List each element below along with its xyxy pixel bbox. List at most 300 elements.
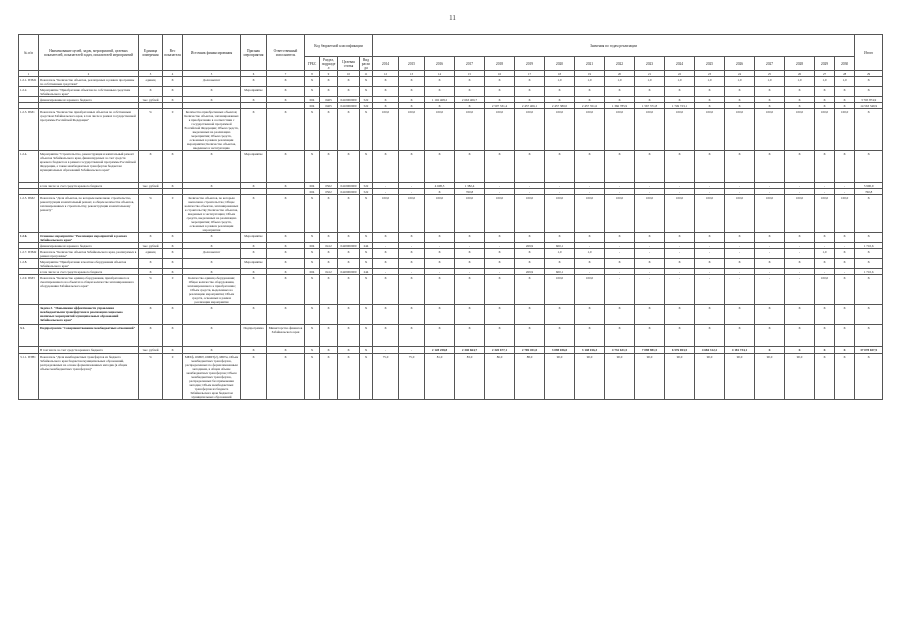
row-unit: % (139, 195, 163, 233)
row-sign: X (241, 269, 267, 275)
row-year-value: X (485, 233, 515, 243)
row-year-value: X (725, 259, 755, 269)
row-year-value: - (755, 183, 785, 189)
row-code-type: X (360, 347, 373, 354)
row-code-type: X (360, 259, 373, 269)
row-source: МБТф, ОМБТ, ОМБТ(2), МБТн, Объем межбюджетных трансфертов, распределенных по формализованным методикам, в общем объеме межбюджетных трансфертов; Объем межбюджетных трансфертов, распределенных без применения методик; Объем межбюджетных трансфертов из бюджета Забайкальского края бюджетам муниципальных образований (183, 354, 241, 400)
row-year-value: - (725, 183, 755, 189)
row-year-value: X (725, 233, 755, 243)
row-year-value: 90,0 (725, 354, 755, 400)
header-year: 2024 (665, 57, 695, 71)
row-year-value: X (635, 305, 665, 325)
row-year-value: X (455, 275, 485, 305)
row-year-value: 100,0 (399, 195, 425, 233)
row-num: 1.2.2. (19, 87, 39, 97)
row-year-value: X (785, 259, 815, 269)
row-year-value: 100,0 (515, 195, 545, 233)
row-responsible: X (267, 109, 305, 151)
header-responsible: Ответственный исполнитель (267, 35, 305, 71)
row-year-value: - (425, 269, 455, 275)
row-year-value: - (485, 189, 515, 195)
column-number: 29 (855, 71, 883, 77)
row-year-value: 1,0 (755, 77, 785, 87)
row-year-value: 2 507 331,4 (485, 103, 515, 109)
row-responsible: X (267, 87, 305, 97)
row-year-value: X (399, 151, 425, 183)
row-code-grbs: X (305, 325, 320, 347)
row-year-value: X (665, 233, 695, 243)
row-year-value: X (399, 325, 425, 347)
row-code-grbs: 004 (305, 189, 320, 195)
row-year-value: X (515, 305, 545, 325)
row-year-value: X (665, 305, 695, 325)
row-code-section: X (320, 259, 338, 269)
row-year-value: X (755, 87, 785, 97)
row-code-article: X (338, 275, 360, 305)
row-responsible: X (267, 347, 305, 354)
row-year-value: X (665, 97, 695, 103)
row-year-value: - (545, 183, 575, 189)
row-source: X (183, 305, 241, 325)
row-year-value: X (373, 275, 399, 305)
header-year: 2026 (725, 57, 755, 71)
header-sign: Признак мероприятия (241, 35, 267, 71)
row-year-value: X (755, 233, 785, 243)
header-year: 2016 (425, 57, 455, 71)
row-code-article: X (338, 109, 360, 151)
row-year-value: X (835, 249, 855, 259)
row-sign: X (241, 77, 267, 87)
row-year-value: X (785, 325, 815, 347)
row-year-value: 100,0 (575, 275, 605, 305)
row-year-value: 90,0 (575, 354, 605, 400)
row-unit: тыс. рублей (139, 243, 163, 249)
row-total: X (855, 259, 883, 269)
row-year-value: - (695, 183, 725, 189)
row-num: 1.2.9. ПМ3 (19, 275, 39, 305)
header-year: 2025 (695, 57, 725, 71)
table-row (19, 233, 883, 243)
row-year-value: 2 340 664,7 (455, 347, 485, 354)
row-code-article: X (338, 259, 360, 269)
row-year-value: - (605, 249, 635, 259)
row-code-grbs: 004 (305, 243, 320, 249)
row-year-value: X (785, 305, 815, 325)
row-source: X (183, 269, 241, 275)
row-year-value: - (785, 275, 815, 305)
row-year-value: - (785, 189, 815, 195)
row-name: Мероприятие "Приобретение объектов по собственным средствам Забайкальского края" (39, 87, 139, 97)
row-total: X (855, 151, 883, 183)
row-year-value: - (605, 189, 635, 195)
table-row (19, 77, 883, 87)
row-num: 1.2.8. (19, 259, 39, 269)
row-code-article: 0410000000 (338, 183, 360, 189)
column-number: 17 (515, 71, 545, 77)
row-weight: X (163, 77, 183, 87)
row-num: 1.2.3. ПМ1 (19, 109, 39, 151)
row-weight: X (163, 305, 183, 325)
row-year-value: 100,0 (373, 109, 399, 151)
row-year-value: - (755, 249, 785, 259)
row-code-section: 0502 (320, 183, 338, 189)
row-year-value: X (455, 151, 485, 183)
row-year-value: - (725, 189, 755, 195)
row-total: X (855, 233, 883, 243)
table-row (19, 109, 883, 151)
row-weight: 0 (163, 195, 183, 233)
row-source: Доля выплат (183, 77, 241, 87)
row-total: X (855, 109, 883, 151)
row-year-value: X (515, 87, 545, 97)
row-year-value: - (755, 189, 785, 195)
row-year-value: 760,8 (455, 189, 485, 195)
row-code-grbs: X (305, 354, 320, 400)
row-code-section: 0405 (320, 97, 338, 103)
row-sign: Подпрограмма (241, 325, 267, 347)
row-source: Количество объектов, по которым выполнено строительство; Общее количество объектов, запланированных к строительству; Количество объектов, введенных в эксплуатацию; Объем средств, выделенных на реализацию мероприятия; Объем средств, освоенных в рамках реализации мероприятия (183, 195, 241, 233)
header-code-sub: Целевая статья (338, 57, 360, 71)
column-number: 9 (320, 71, 338, 77)
row-responsible: X (267, 275, 305, 305)
row-year-value: X (815, 305, 835, 325)
row-year-value: X (835, 103, 855, 109)
row-weight: 0 (163, 354, 183, 400)
row-sign: X (241, 183, 267, 189)
header-total: Итого (855, 35, 883, 71)
column-number: 27 (815, 71, 835, 77)
row-code-section: X (320, 233, 338, 243)
row-name: Подпрограмма "Совершенствование межбюджетных отношений" (39, 325, 139, 347)
row-year-value: X (755, 259, 785, 269)
row-year-value: X (755, 103, 785, 109)
row-sign: X (241, 275, 267, 305)
row-year-value: 1,0 (545, 249, 575, 259)
row-code-grbs: X (305, 275, 320, 305)
row-weight: 0 (163, 275, 183, 305)
column-number: 2 (39, 71, 139, 77)
row-year-value: X (485, 87, 515, 97)
row-year-value: 83,0 (455, 354, 485, 400)
row-year-value: 2 457 380,0 (545, 103, 575, 109)
row-year-value: X (755, 305, 785, 325)
header-num: № п/п (19, 35, 39, 71)
row-year-value: - (695, 269, 725, 275)
column-number: 23 (695, 71, 725, 77)
row-year-value: X (455, 259, 485, 269)
row-num: 3.1.1. ПЗН1 (19, 354, 39, 400)
row-code-article: 0410000000 (338, 97, 360, 103)
row-code-section: X (320, 249, 338, 259)
row-year-value: - (373, 183, 399, 189)
row-year-value: 100,0 (725, 109, 755, 151)
row-year-value: - (815, 183, 835, 189)
row-year-value: X (835, 347, 855, 354)
row-year-value: 1 567 371,8 (635, 103, 665, 109)
row-code-grbs: X (305, 151, 320, 183)
row-code-article: 0420000000 (338, 243, 360, 249)
row-year-value: X (455, 103, 485, 109)
row-code-article: X (338, 354, 360, 400)
row-year-value: X (835, 87, 855, 97)
row-year-value: X (399, 249, 425, 259)
row-year-value: X (399, 275, 425, 305)
row-year-value: X (695, 87, 725, 97)
row-year-value: 90,0 (545, 354, 575, 400)
row-responsible: Министерство финансов Забайкальского края (267, 325, 305, 347)
row-year-value: - (515, 183, 545, 189)
row-year-value: - (785, 269, 815, 275)
row-year-value: 1,0 (785, 77, 815, 87)
row-total: X (855, 249, 883, 259)
row-code-article: 0410000000 (338, 189, 360, 195)
row-year-value: X (373, 87, 399, 97)
row-year-value: - (665, 269, 695, 275)
row-source: X (183, 151, 241, 183)
column-number: 10 (338, 71, 360, 77)
row-year-value: X (785, 347, 815, 354)
row-year-value: - (635, 183, 665, 189)
header-year: 2028 (785, 57, 815, 71)
column-number: 4 (163, 71, 183, 77)
header-year: 2019 (515, 57, 545, 71)
row-sign: Мероприятие (241, 151, 267, 183)
row-year-value: - (635, 275, 665, 305)
row-year-value: X (485, 305, 515, 325)
row-sign: X (241, 354, 267, 400)
row-year-value: - (373, 347, 399, 354)
row-year-value: X (725, 151, 755, 183)
row-year-value: 100,0 (665, 109, 695, 151)
row-name: Показатель "Количество объектов, реализуемых в рамках программы по собственным средствам" (39, 77, 139, 87)
row-responsible: X (267, 305, 305, 325)
row-year-value: - (755, 243, 785, 249)
row-unit: тыс. рублей (139, 347, 163, 354)
column-number: 6 (241, 71, 267, 77)
row-code-type: 522 (360, 183, 373, 189)
row-year-value: - (665, 183, 695, 189)
row-responsible: X (267, 259, 305, 269)
row-year-value: - (695, 243, 725, 249)
row-year-value: - (815, 189, 835, 195)
row-year-value: - (399, 347, 425, 354)
row-sign: X (241, 97, 267, 103)
row-year-value: X (785, 97, 815, 103)
column-number: 16 (485, 71, 515, 77)
row-year-value: 2 457 406,1 (515, 103, 545, 109)
row-year-value: 100,0 (815, 195, 835, 233)
column-number: 13 (399, 71, 425, 77)
row-year-value: 1 382,4 (455, 183, 485, 189)
header-year: 2021 (575, 57, 605, 71)
row-unit: X (139, 233, 163, 243)
row-year-value: 600,1 (545, 243, 575, 249)
row-name: В том числе за счет средств краевого бюджета (39, 347, 139, 354)
row-year-value: 1 749 723,1 (665, 103, 695, 109)
column-number: 24 (725, 71, 755, 77)
row-year-value: 100,0 (755, 195, 785, 233)
row-year-value: 4 181 734,1 (725, 347, 755, 354)
row-year-value: X (545, 305, 575, 325)
row-year-value: X (635, 325, 665, 347)
row-year-value: - (399, 269, 425, 275)
row-year-value: X (515, 275, 545, 305)
row-year-value: - (665, 243, 695, 249)
row-year-value: X (399, 259, 425, 269)
row-total: X (855, 354, 883, 400)
row-code-grbs: X (305, 347, 320, 354)
row-sign: X (241, 243, 267, 249)
row-name: Мероприятие "Строительство, реконструкция и капитальный ремонт объектов Забайкальского края, финансируемых за счет средств краевого бюджета и в рамках государственной программы Российской Федерации, а также межбюджетных трансфертов бюджетам муниципальных образований Забайкальского края" (39, 151, 139, 183)
row-year-value: X (575, 87, 605, 97)
row-year-value: - (815, 243, 835, 249)
row-year-value: X (815, 151, 835, 183)
row-code-section: 0502 (320, 189, 338, 195)
row-sign: X (241, 305, 267, 325)
row-num: 3.1. (19, 325, 39, 347)
row-source: Количество приобретенных объектов; Количество объектов, запланированных к приобретению в соответствии с государственной программой Российской Федерации; Объем средств, выделенных на реализацию мероприятия; Объем средств, освоенных в рамках реализации мероприятия; Количество объектов, введенных в эксплуатацию (184, 109, 239, 150)
row-year-value: - (635, 269, 665, 275)
row-year-value: X (635, 97, 665, 103)
row-year-value: - (575, 183, 605, 189)
row-year-value: - (485, 269, 515, 275)
row-unit: % (139, 354, 163, 400)
row-sign: Мероприятие (241, 259, 267, 269)
row-year-value: - (399, 189, 425, 195)
row-year-value: X (515, 233, 545, 243)
row-year-value: 100,0 (815, 275, 835, 305)
row-code-section: 0412 (320, 269, 338, 275)
row-year-value: - (545, 189, 575, 195)
row-code-type: X (360, 275, 373, 305)
row-year-value: - (785, 243, 815, 249)
row-unit: X (139, 259, 163, 269)
row-total: 5 990,9 (855, 183, 883, 189)
row-year-value: - (835, 189, 855, 195)
row-num (19, 305, 39, 325)
row-source: X (183, 243, 241, 249)
row-year-value: X (515, 325, 545, 347)
row-year-value: 600,1 (545, 269, 575, 275)
column-number: 3 (139, 71, 163, 77)
row-year-value: X (425, 249, 455, 259)
row-year-value: X (785, 87, 815, 97)
row-year-value: X (373, 77, 399, 87)
row-year-value: X (605, 97, 635, 103)
row-year-value: 100,0 (515, 109, 545, 151)
row-year-value: 1,0 (545, 77, 575, 87)
row-year-value: 100,0 (835, 109, 855, 151)
header-year: 2027 (755, 57, 785, 71)
row-year-value: - (635, 243, 665, 249)
row-year-value: 100,0 (635, 195, 665, 233)
column-number: 8 (305, 71, 320, 77)
row-responsible: X (267, 77, 305, 87)
row-year-value: - (373, 269, 399, 275)
row-year-value: X (785, 151, 815, 183)
row-year-value: - (399, 183, 425, 189)
row-code-type: X (360, 249, 373, 259)
row-responsible: X (267, 233, 305, 243)
row-year-value: - (785, 249, 815, 259)
row-name: Задача 3. "Повышение эффективности управления межбюджетными трансфертами и реализации социально значимых мероприятий муниципальных образований Забайкальского края" (39, 305, 139, 325)
row-weight: X (163, 325, 183, 347)
row-sign: X (241, 347, 267, 354)
row-year-value: X (425, 77, 455, 87)
row-year-value: X (545, 151, 575, 183)
row-total: 3 765 874,9 (855, 97, 883, 103)
row-year-value: 100,0 (665, 195, 695, 233)
row-code-section: X (320, 77, 338, 87)
row-year-value: - (635, 249, 665, 259)
row-year-value: - (755, 275, 785, 305)
row-year-value: X (635, 151, 665, 183)
row-total: 760,8 (855, 189, 883, 195)
row-year-value: 100,0 (605, 195, 635, 233)
row-year-value: X (835, 151, 855, 183)
row-source: X (183, 259, 241, 269)
row-name: в том числе за счет средств краевого бюджета (39, 269, 139, 275)
row-year-value: - (665, 189, 695, 195)
row-total: X (855, 275, 883, 305)
row-year-value: X (815, 354, 835, 400)
row-year-value: X (373, 259, 399, 269)
row-source: X (183, 325, 241, 347)
row-year-value: 100,0 (455, 195, 485, 233)
row-code-grbs: X (305, 249, 320, 259)
row-code-type: 522 (360, 103, 373, 109)
column-number: 22 (665, 71, 695, 77)
row-year-value: 100,0 (635, 109, 665, 151)
row-year-value: 2 128 258,8 (425, 347, 455, 354)
row-weight: X (163, 259, 183, 269)
row-code-grbs: X (305, 233, 320, 243)
row-code-section: X (320, 347, 338, 354)
table-row (19, 87, 883, 97)
row-code-type: X (360, 151, 373, 183)
page-number: 11 (449, 14, 456, 22)
row-unit: тыс. рублей (139, 183, 163, 189)
header-year: 2030 (835, 57, 855, 71)
row-year-value: 100,0 (399, 109, 425, 151)
row-code-section: X (320, 325, 338, 347)
row-year-value: 100,0 (425, 109, 455, 151)
row-year-value: X (835, 233, 855, 243)
row-year-value: X (373, 151, 399, 183)
row-year-value: X (815, 325, 835, 347)
header-unit: Единица измерения (139, 35, 163, 71)
row-year-value: X (545, 97, 575, 103)
row-name: Показатель "Количество единиц оборудования, приобретенного и смонтированного на объектах в общем количестве запланированного оборудования Забайкальского края" (39, 275, 139, 305)
row-year-value: X (425, 87, 455, 97)
column-number: 21 (635, 71, 665, 77)
row-year-value: - (635, 189, 665, 195)
row-total: 1 710,6 (855, 243, 883, 249)
row-year-value: X (725, 97, 755, 103)
row-year-value: X (835, 325, 855, 347)
row-year-value: 75,0 (399, 354, 425, 400)
row-year-value: X (605, 259, 635, 269)
row-weight: X (163, 183, 183, 189)
column-number: 19 (575, 71, 605, 77)
row-year-value: X (695, 151, 725, 183)
row-year-value: X (485, 77, 515, 87)
row-total: X (855, 77, 883, 87)
row-year-value: 100,0 (485, 195, 515, 233)
row-year-value: X (605, 305, 635, 325)
row-year-value: X (605, 233, 635, 243)
row-unit: тыс. рублей (139, 97, 163, 103)
